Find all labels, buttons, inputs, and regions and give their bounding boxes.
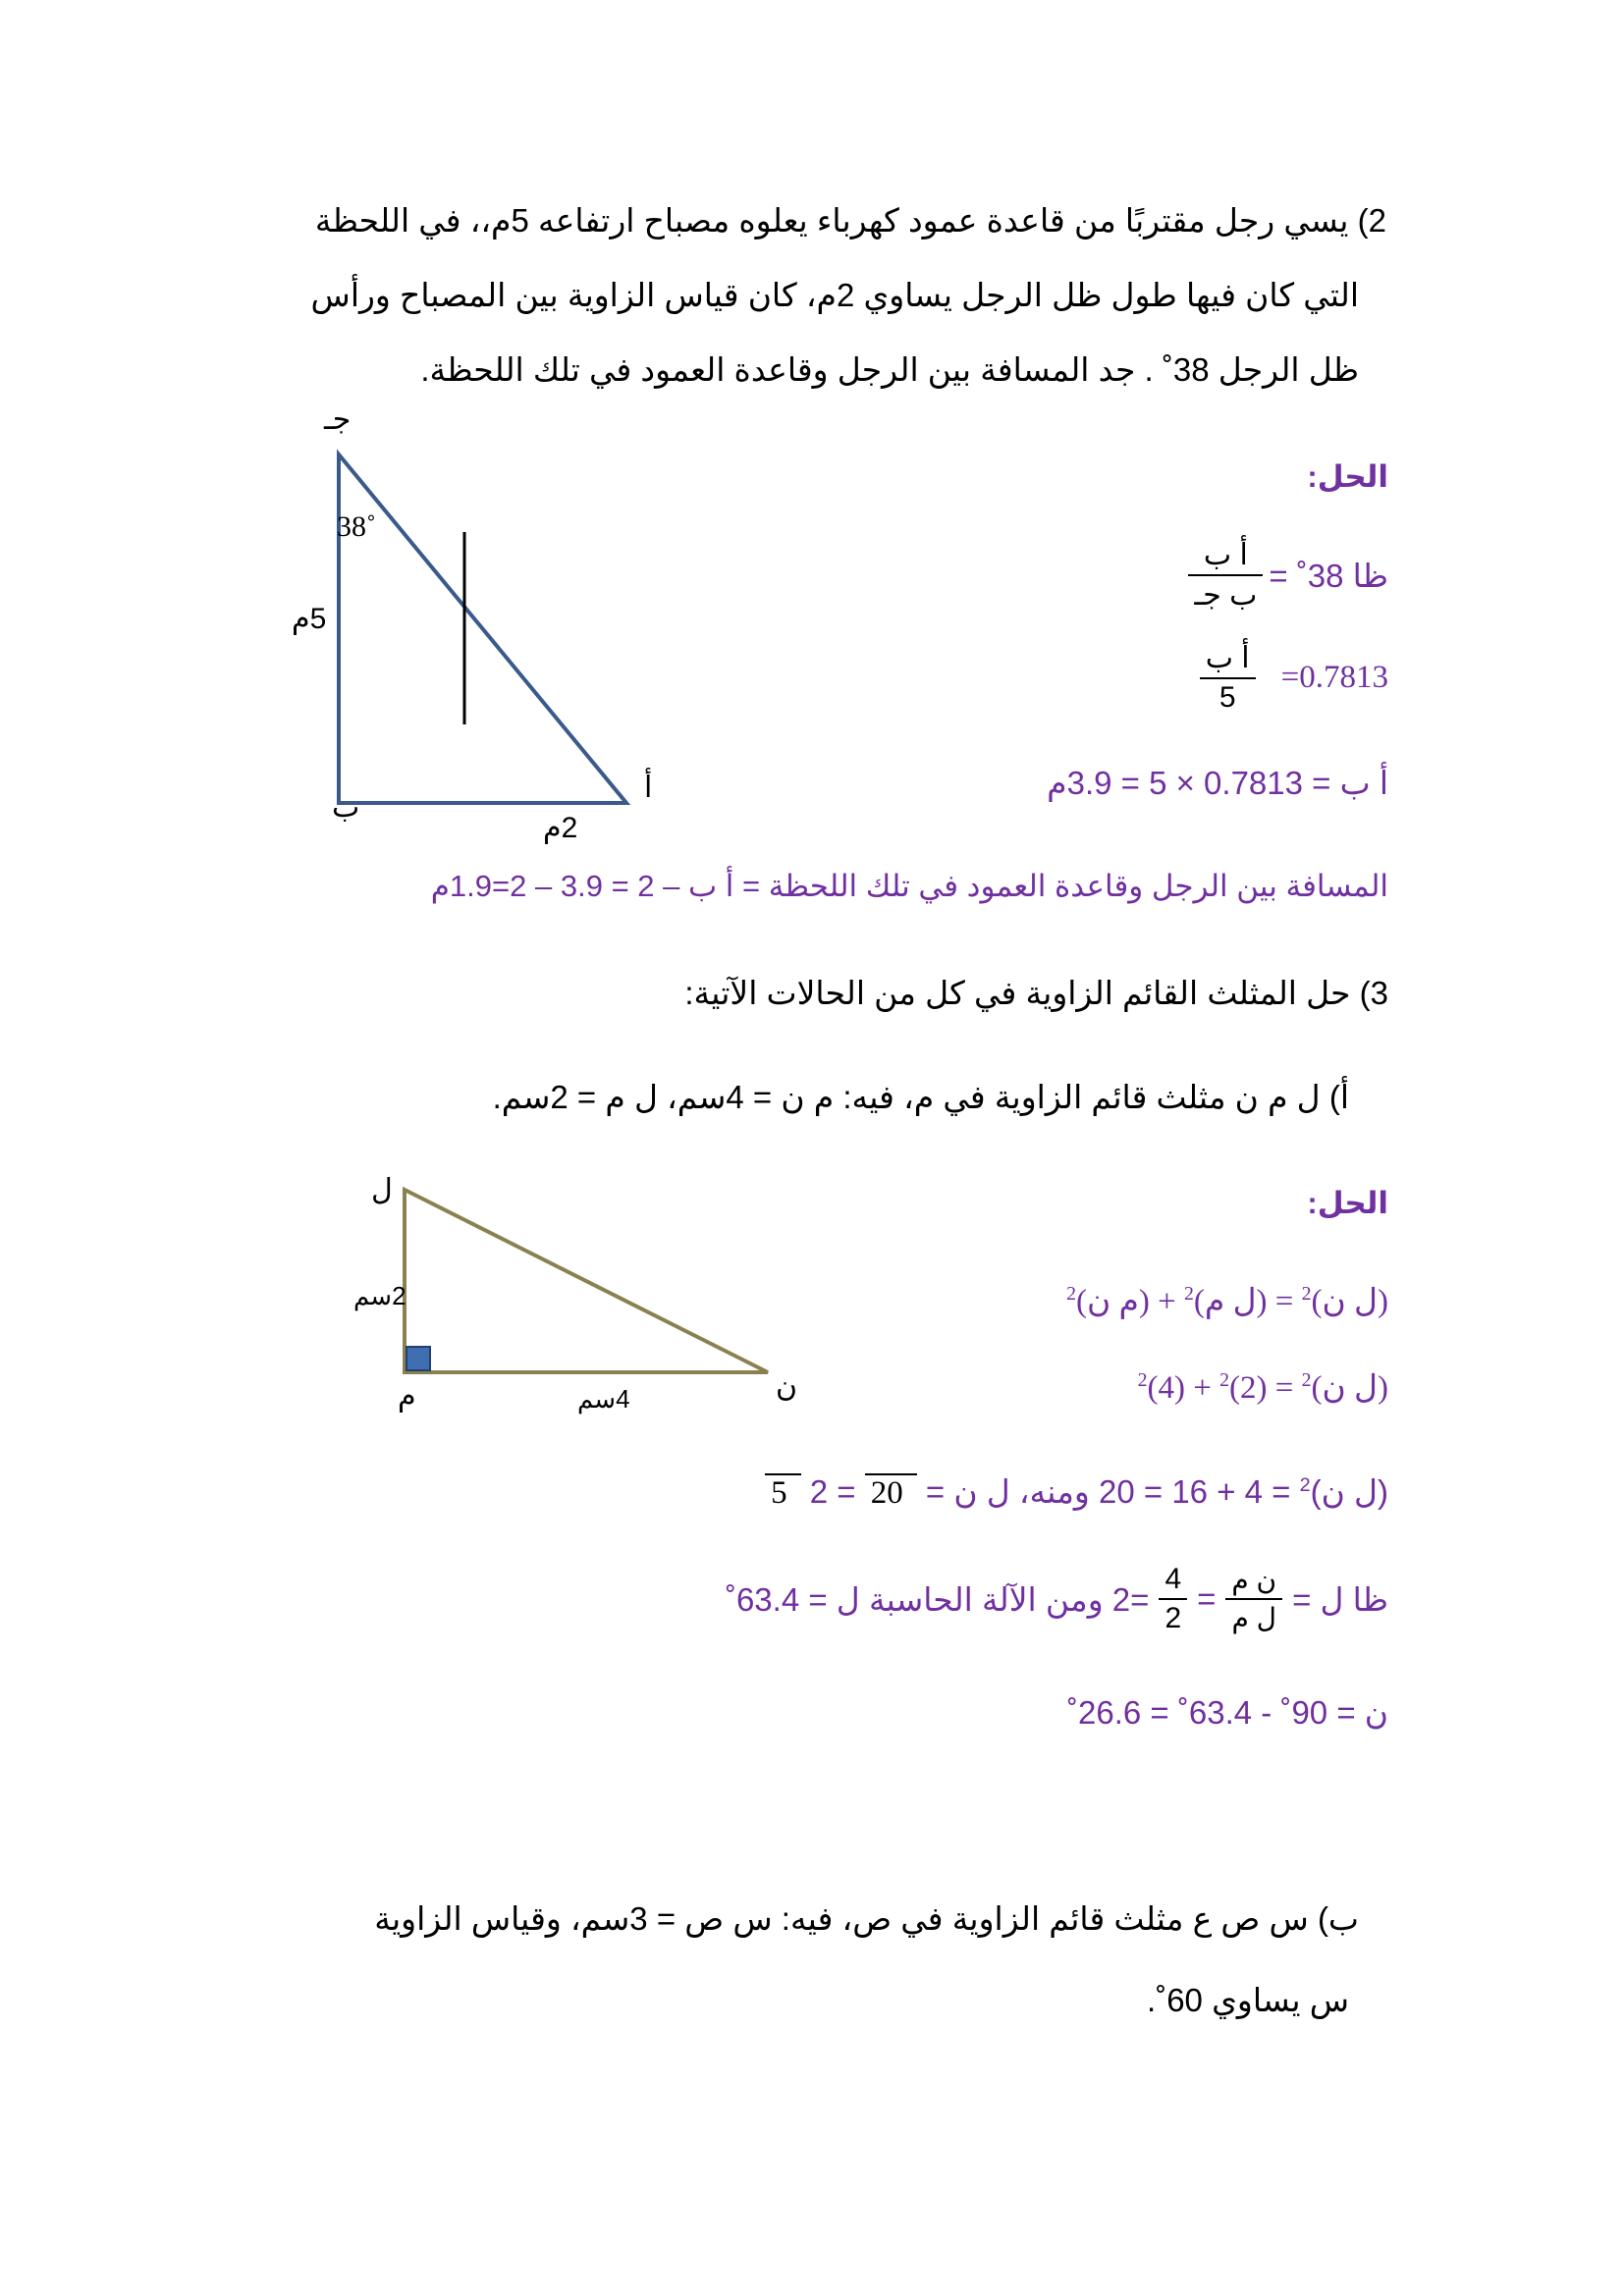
vertex-baa-label: ب xyxy=(332,791,360,824)
side-5m-label: 5م xyxy=(292,603,327,635)
solution3-eq3 xyxy=(765,1472,1388,1512)
eq4-lhs: ظا ل = xyxy=(1292,1580,1388,1618)
eq4-num1: ن م xyxy=(1225,1564,1282,1600)
eq2-lhs: =0.7813 xyxy=(1280,660,1388,695)
eq3-text-b: = 2 xyxy=(809,1473,865,1510)
vertex-meem-label: م xyxy=(398,1380,416,1413)
side-2m-label: 2م xyxy=(543,812,578,844)
eq2-denominator: 5 xyxy=(1218,681,1236,714)
eq4-num2: 4 xyxy=(1159,1563,1187,1600)
solution2-eq3: أ ب = 0.7813 × 5 = 3.9م xyxy=(1047,765,1388,801)
sqrt-5: 5 xyxy=(765,1473,801,1512)
solution2-label: الحل: xyxy=(1307,459,1388,494)
vertex-noon-label: ن xyxy=(776,1370,798,1403)
eq4-den1: ل م xyxy=(1231,1603,1276,1633)
problem3-part-b-line1: ب) س ص ع مثلث قائم الزاوية في ص، فيه: س ص = 3سم، وقياس الزاوية xyxy=(374,1900,1359,1937)
problem3-part-a: أ) ل م ن مثلث قائم الزاوية في م، فيه: م ن = 4سم، ل م = 2سم. xyxy=(492,1079,1349,1115)
problem2-line1: 2) يسي رجل مقتربًا من قاعدة عمود كهرباء يعلوه مصباح ارتفاعه 5م،، في اللحظة xyxy=(314,202,1386,239)
solution2-eq4: المسافة بين الرجل وقاعدة العمود في تلك اللحظة = أ ب – 2 = 3.9 – 2=1.9م xyxy=(430,869,1388,903)
right-angle-marker xyxy=(406,1347,430,1370)
side-2cm-label: 2سم xyxy=(353,1281,406,1310)
eq4-den2: 2 xyxy=(1164,1602,1182,1634)
eq3-text-a: (ل ن)$^2$ = 4 + 16 = 20 ومنه، ل ن = xyxy=(916,1473,1388,1510)
eq1-lhs: ظا 38˚ = xyxy=(1269,557,1388,594)
angle-38-label: 38˚ xyxy=(337,510,376,543)
sqrt-20: 20 xyxy=(865,1473,917,1512)
solution3-label: الحل: xyxy=(1307,1186,1388,1220)
lamp-triangle-figure xyxy=(275,402,687,854)
solution3-eq5: ن = 90˚ - 63.4˚ = 26.6˚ xyxy=(1067,1694,1388,1731)
problem3-part-b-line2: س يساوي 60˚. xyxy=(1147,1982,1349,2018)
triangle1-shape xyxy=(339,454,626,803)
side-4cm-label: 4سم xyxy=(577,1384,630,1414)
problem2-line3: ظل الرجل 38˚ . جد المسافة بين الرجل وقاعدة العمود في تلك اللحظة. xyxy=(420,351,1359,388)
problem2-line2: التي كان فيها طول ظل الرجل يساوي 2م، كان قياس الزاوية بين المصباح ورأس xyxy=(310,277,1359,313)
eq2-numerator: أ ب xyxy=(1200,641,1256,679)
eq1-numerator: أ ب xyxy=(1188,538,1263,576)
vertex-alef-label: أ xyxy=(644,772,653,804)
solution3-eq1: (ل ن)$^2$ = (ل م)$^2$ + (م ن)$^2$ xyxy=(1066,1283,1388,1319)
solution3-eq4: ظا ل = $\frac{\text{ن م}}{\text{ل م}}$ = $\frac{4}{2}$ =2 ومن الآلة الحاسبة ل = 63.4˚ xyxy=(725,1563,1388,1634)
solution3-eq2: (ل ن)$^2$ = $(2)^2 + (4)^2$ xyxy=(1137,1369,1388,1406)
vertex-lam-label: ل xyxy=(371,1174,393,1206)
problem3-title: 3) حل المثلث القائم الزاوية في كل من الحالات الآتية: xyxy=(684,975,1388,1011)
triangle2-shape xyxy=(405,1190,768,1372)
vertex-jeem-label: جـ xyxy=(324,403,352,436)
eq4-rhs: =2 ومن الآلة الحاسبة ل = 63.4˚ xyxy=(725,1580,1150,1618)
lmn-triangle-figure xyxy=(393,1178,805,1414)
eq1-denominator: ب جـ xyxy=(1194,579,1258,612)
solution2-eq2 xyxy=(1200,641,1388,715)
solution2-eq1 xyxy=(1188,538,1388,613)
